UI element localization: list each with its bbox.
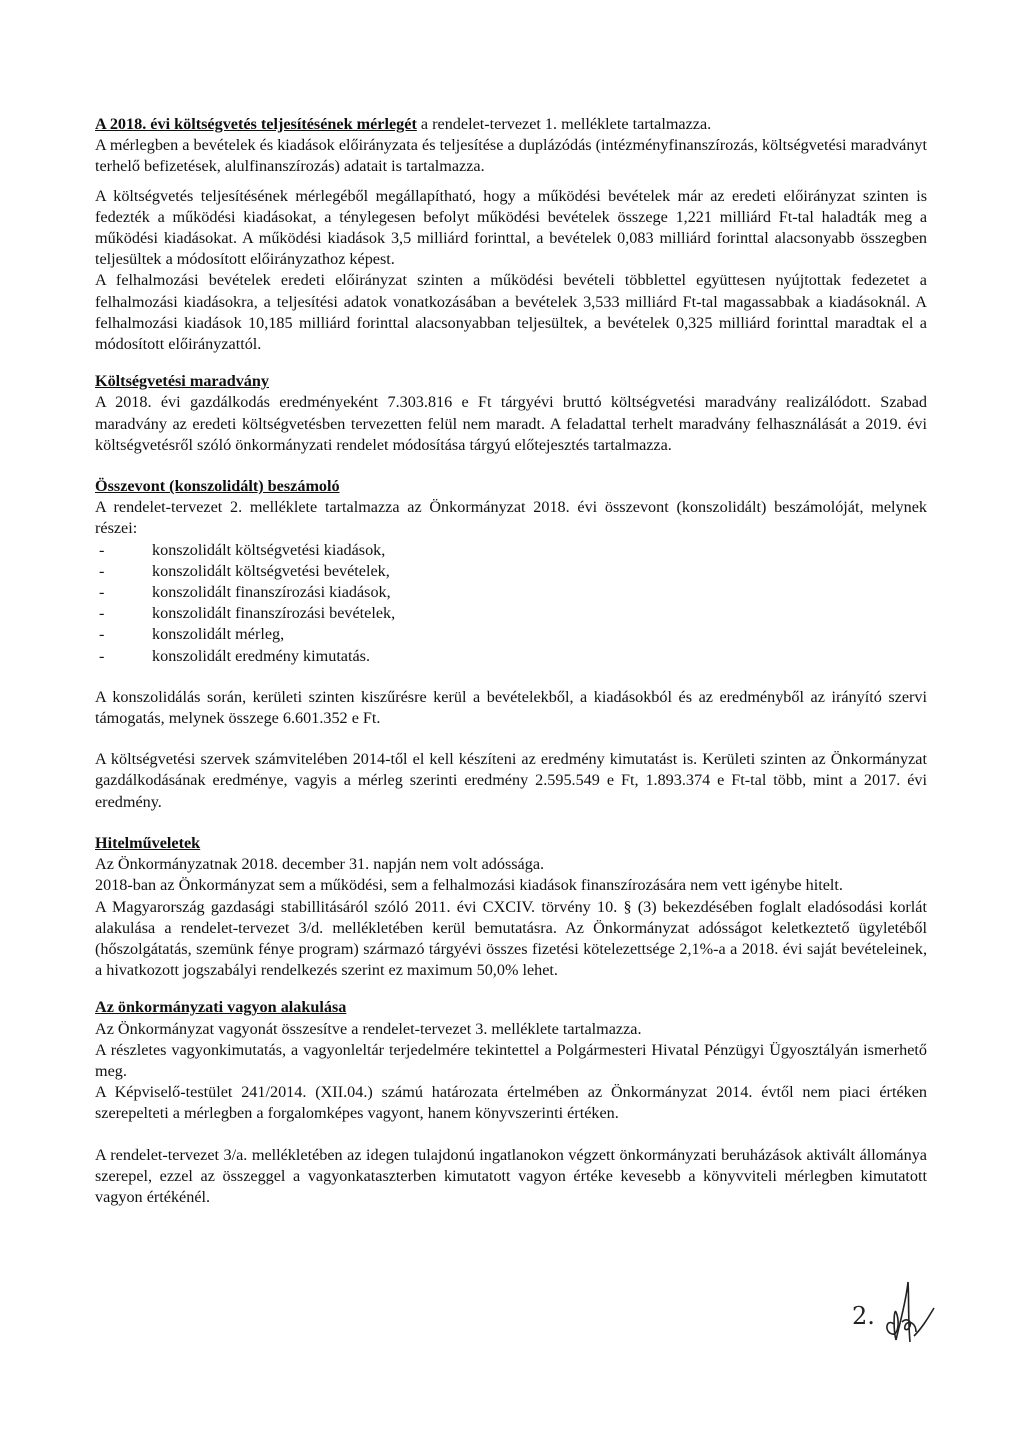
assets-paragraph-1: Az Önkormányzat vagyonát összesítve a rendelet-tervezet 3. melléklete tartalmazza. <box>95 1019 642 1038</box>
credit-paragraph-3: A Magyarország gazdasági stabillitásáról szóló 2011. évi CXCIV. törvény 10. § (3) bekezdésében foglalt eladósodási korlát alakulása a rendelet-tervezet 3/d. mellékletében kerül bemutatásra. Az Önkormányzat adósságot keletkeztető ügyletéből (hőszolgátatás, szemünk fénye program) származó tárgyévi összes fizetési kötelezettsége 2,1%-a a 2018. évi saját bevételeinek, a hivatkozott jogszabályi rendelkezés szerint ez maximum 50,0% lehet. <box>95 897 927 980</box>
consolidated-paragraph-1: A rendelet-tervezet 2. melléklete tartalmazza az Önkormányzat 2018. évi összevont (konszolidált) beszámolóját, melynek részei: <box>95 498 927 538</box>
credit-heading: Hitelműveletek <box>95 833 201 852</box>
list-item: - konszolidált költségvetési bevételek, <box>95 561 927 582</box>
page-number: 2. <box>852 1302 875 1330</box>
intro-paragraph <box>95 114 927 135</box>
remainder-paragraph: A 2018. évi gazdálkodás eredményeként 7.303.816 e Ft tárgyévi bruttó költségvetési maradvány realizálódott. Szabad maradvány az eredeti költségvetésben tervezetten felül nem maradt. A feladattal terhelt maradvány felhasználását a 2019. évi költségvetésről szóló önkormányzati rendelet módosítása tárgyú előtejesztés tartalmazza. <box>95 393 927 454</box>
remainder-heading: Költségvetési maradvány <box>95 372 269 391</box>
consolidated-paragraph-3: A költségvetési szervek számvitelében 2014-től el kell készíteni az eredmény kimutatást is. Kerületi szinten az Önkormányzat gazdálkodásának eredménye, vagyis a mérleg szerinti eredmény 2.595.549 e Ft, 1.893.374 e Ft-tal több, mint a 2017. évi eredmény. <box>95 750 927 811</box>
list-item: - konszolidált költségvetési kiadások, <box>95 540 927 561</box>
assets-heading: Az önkormányzati vagyon alakulása <box>95 998 347 1017</box>
assets-paragraph-4: A rendelet-tervezet 3/a. mellékletében az idegen tulajdonú ingatlanokon végzett önkormányzati beruházások aktivált állománya szerepel, ezzel az összeggel a vagyonkataszterben kimutatott vagyon értéke kevesebb a könyvviteli mérlegben kimutatott vagyon értékénél. <box>95 1145 927 1206</box>
credit-paragraph-2: 2018-ban az Önkormányzat sem a működési, sem a felhalmozási kiadások finanszírozására nem vett igénybe hitelt. <box>95 876 843 895</box>
balance-paragraph-2: A felhalmozási bevételek eredeti előirányzat szinten a működési bevételi többlettel együttesen nyújtottak fedezetet a felhalmozási kiadásokra, a teljesítési adatok vonatkozásában a bevételek 3,533 milliárd Ft-tal magassabbak a kiadásoknál. A felhalmozási kiadások 10,185 milliárd forinttal alacsonyabban teljesültek, a bevételek 0,325 milliárd forinttal maradtak el a módosított előirányzattól. <box>95 271 927 354</box>
consolidated-paragraph-2: A konszolidálás során, kerületi szinten kiszűrésre kerül a bevételekből, a kiadásokból és az eredményből az irányító szervi támogatás, melynek összege 6.601.352 e Ft. <box>95 687 927 728</box>
intro-paragraph-2: A mérlegben a bevételek és kiadások előirányzata és teljesítése a duplázódás (intézményfinanszírozás, költségvetési maradványt terhelő befizetések, alulfinanszírozás) adatait is tartalmazza. <box>95 136 927 176</box>
document-page <box>95 114 927 1208</box>
assets-paragraph-2: A részletes vagyonkimutatás, a vagyonleltár terjedelmére tekintettel a Polgármesteri Hivatal Pénzügyi Ügyosztályán ismerhető meg. <box>95 1040 927 1080</box>
list-item: - konszolidált finanszírozási kiadások, <box>95 582 927 603</box>
credit-paragraph-1: Az Önkormányzatnak 2018. december 31. napján nem volt adóssága. <box>95 855 545 874</box>
assets-paragraph-3: A Képviselő-testület 241/2014. (XII.04.) számú határozata értelmében az Önkormányzat 2014. évtől nem piaci értéken szerepelteti a mérlegben a forgalomképes vagyont, hanem könyvszerinti értéken. <box>95 1083 927 1123</box>
intro-rest: a rendelet-tervezet 1. melléklete tartalmazza. <box>416 115 712 133</box>
balance-paragraph-1: A költségvetés teljesítésének mérlegéből megállapítható, hogy a működési bevételek már az eredeti előirányzat szinten is fedezték a működési kiadásokat, a ténylegesen befolyt működési bevételek összege 1,221 milliárd Ft-tal haladták meg a működési kiadásokat. A működési kiadások 3,5 milliárd forinttal, a bevételek 0,083 milliárd forinttal alacsonyabb összegben teljesültek a módosított előirányzathoz képest. <box>95 186 927 269</box>
handwritten-signature-icon <box>836 1262 966 1362</box>
intro-underlined-phrase: A 2018. évi költségvetés teljesítésének mérlegét <box>95 115 417 133</box>
list-item: - konszolidált mérleg, <box>95 624 927 645</box>
list-item: - konszolidált eredmény kimutatás. <box>95 646 927 667</box>
list-item: - konszolidált finanszírozási bevételek, <box>95 603 927 624</box>
consolidated-parts-list <box>95 540 927 667</box>
consolidated-heading: Összevont (konszolidált) beszámoló <box>95 477 340 496</box>
